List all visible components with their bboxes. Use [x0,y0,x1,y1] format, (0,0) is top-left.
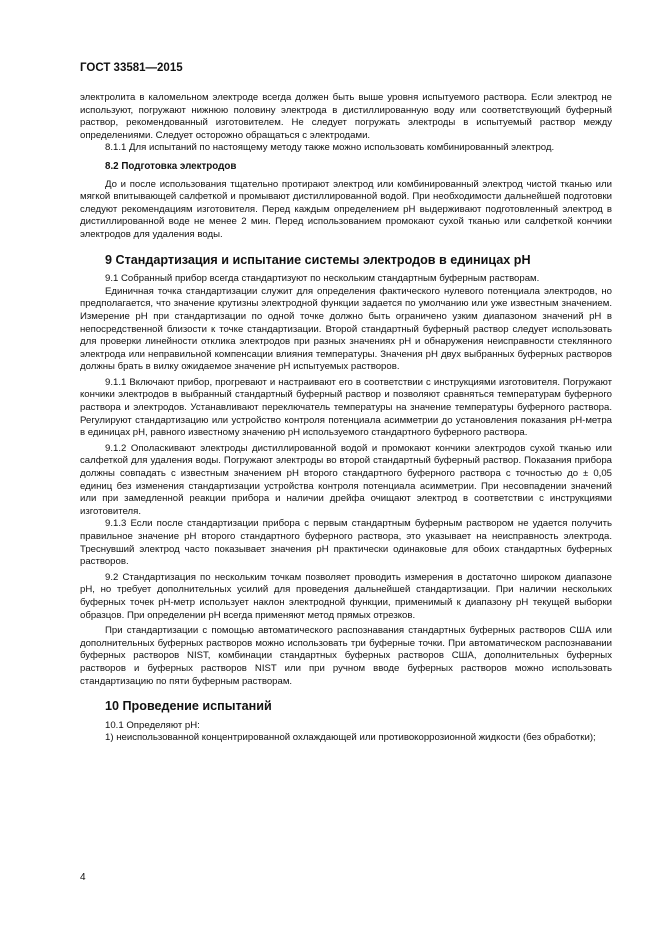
paragraph-9-1-1: 9.1.1 Включают прибор, прогревают и настраивают его в соответствии с инструкциями изготовителя. Погружают кончики электродов в выбранный стандартный буферный раствор и позволяют сравняться температурам буферного раствора и электродов. Устанавливают переключатель температуры на значение температуры буферного раствора. Регулируют стандартизацию или устройство контроля потенциала асимметрии до установления показания pH-метра в единицах pH, равного известному значению pH используемого стандартного буферного раствора. [80,376,612,439]
section-heading-9: 9 Стандартизация и испытание системы электродов в единицах pH [105,252,531,267]
paragraph-9-1: 9.1 Собранный прибор всегда стандартизуют по нескольким стандартным буферным растворам. [105,273,540,285]
paragraph-9-1-3: 9.1.3 Если после стандартизации прибора с первым стандартным буферным раствором не удается получить правильное значение pH второго стандартного буферного раствора, это указывает на неисправность электрода. Треснувший электрод часто показывает значения pH практически одинаковые для обоих стандартных буферных растворов. [80,518,612,568]
paragraph-electrolyte-level: электролита в каломельном электроде всегда должен быть выше уровня испытуемого раствора. Если электрод не используют, погружают нижнюю половину электрода в дистиллированную воду или соответствующий буферный раствор, рекомендованный изготовителем. Не следует погружать электроды в испытуемый раствор между определениями. Следует осторожно обращаться с электродами. [80,92,612,141]
subsection-heading-8-2: 8.2 Подготовка электродов [105,160,237,172]
paragraph-single-point: Единичная точка стандартизации служит для определения фактического нулевого потенциала электродов, но предполагается, что значение крутизны электродной функции задается по умолчанию или уже известным значением. Измерение pH при стандартизации по одной точке должно быть ограничено узким диапазоном значений pH в непосредственной близости к точке стандартизации. Второй стандартный буферный раствор следует использовать для проверки линейности отклика электродов при разных значениях pH и обнаружения неисправности стеклянного электрода или неправильной компенсации влияния температуры. Значения pH двух выбранных буферных растворов должны брать в вилку ожидаемое значение pH испытуемых растворов. [80,285,612,373]
paragraph-10-1: 10.1 Определяют pH: [105,719,200,731]
paragraph-electrode-prep: До и после использования тщательно протирают электрод или комбинированный электрод чистой тканью или мягкой впитывающей салфеткой и промывают дистиллированной водой. При необходимости дальнейшей подготовки следуют рекомендациям изготовителя. Перед каждым определением pH выдерживают подготовленный электрод в дистиллированной воде не менее 2 мин. Перед использованием промокают сухой тканью или салфеткой кончики электродов для удаления воды. [80,178,612,240]
paragraph-9-1-2: 9.1.2 Ополаскивают электроды дистиллированной водой и промокают кончики электродов сухой тканью или салфеткой для удаления воды. Погружают электроды во второй стандартный буферный раствор. Показания прибора должны совпадать с известным значением pH второго стандартного буферного раствора с точностью до ± 0,05 единиц без изменения стандартизации устройства контроля потенциала асимметрии. При несовпадении значений или при замедленной реакции прибора и наличии дрейфа очищают электрод в соответствии с инструкциями изготовителя. [80,442,612,517]
paragraph-8-1-1: 8.1.1 Для испытаний по настоящему методу также можно использовать комбинированный электрод. [105,142,555,154]
standard-designation: ГОСТ 33581—2015 [80,62,183,74]
paragraph-9-2: 9.2 Стандартизация по нескольким точкам позволяет проводить измерения в достаточно широком диапазоне pH, но требует дополнительных усилий для проведения дальнейшей стандартизации. При наличии нескольких буферных точек pH-метр использует наклон электродной функции, применимый к диапазону pH текущей выборки образцов. При определении pH всегда применяют метод прямых отрезков. [80,571,612,621]
document-body [80,92,612,745]
paragraph-auto-recognition: При стандартизации с помощью автоматического распознавания стандартных буферных растворов США или дополнительных буферных растворов можно использовать три буферные точки. При автоматическом распознавании буферных растворов NIST, комбинации стандартных буферных растворов США, дополнительных буферных растворов и буферных растворов NIST или при ручном вводе буферных растворов можно использовать стандартизацию по пяти буферным растворам. [80,625,612,687]
list-item-1: 1) неиспользованной концентрированной охлаждающей или противокоррозионной жидкости (без обработки); [105,732,596,744]
section-heading-10: 10 Проведение испытаний [105,699,272,714]
page-number: 4 [80,872,86,883]
